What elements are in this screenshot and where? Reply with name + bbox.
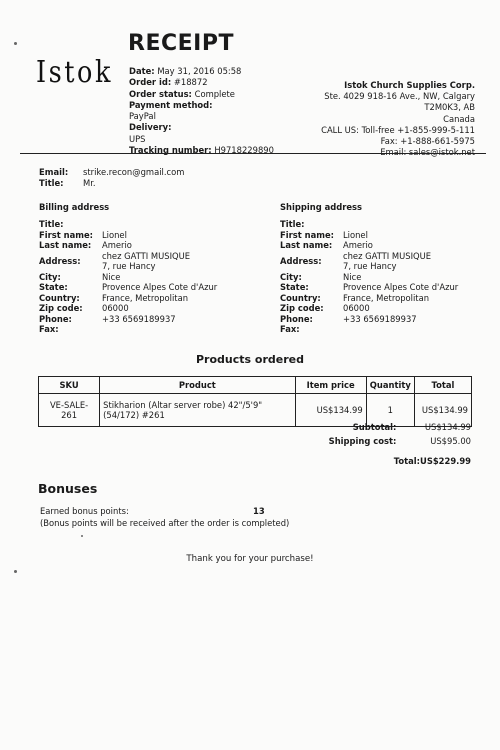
company-name: Istok Church Supplies Corp. [344, 80, 475, 90]
date-label: Date: [129, 66, 155, 76]
billing-state-label: State: [39, 282, 68, 292]
billing-first-name-label: First name: [39, 229, 93, 240]
receipt-title: RECEIPT [128, 31, 234, 56]
shipping-phone-label: Phone: [280, 313, 313, 324]
shipping-title-label: Title: [280, 219, 305, 229]
shipping-last-name-label: Last name: [280, 240, 333, 250]
product-item-price: US$134.99 [295, 394, 366, 427]
tracking-number: H9718229890 [214, 145, 274, 156]
order-status: Complete [194, 88, 235, 99]
subtotal-amount: US$134.99 [424, 422, 471, 432]
customer-contact [39, 167, 184, 188]
table-header-row [39, 377, 472, 394]
earned-bonus-points-label: Earned bonus points: [40, 506, 129, 516]
product-sku: VE-SALE-261 [39, 394, 100, 427]
shipping-country: France, Metropolitan [343, 292, 430, 303]
company-address-line2: T2M0K3, AB [424, 102, 475, 113]
bonus-points-note: (Bonus points will be received after the order is completed) [40, 518, 290, 528]
company-fax: Fax: +1-888-661-5975 [380, 136, 475, 147]
shipping-last-name: Amerio [343, 240, 373, 250]
scan-speck [14, 42, 17, 45]
billing-address-line1: chez GATTI MUSIQUE [102, 250, 191, 261]
billing-address-value [102, 251, 190, 272]
payment-method: PayPal [129, 111, 156, 122]
shipping-zip: 06000 [343, 303, 370, 313]
billing-phone-label: Phone: [39, 313, 72, 324]
shipping-city-label: City: [280, 271, 302, 282]
order-id: #18872 [173, 77, 208, 88]
billing-zip: 06000 [102, 303, 129, 313]
billing-last-name: Amerio [102, 240, 132, 250]
shipping-first-name: Lionel [343, 229, 368, 240]
scan-speck [81, 535, 83, 537]
shipping-zip-label: Zip code: [280, 303, 324, 313]
tracking-number-label: Tracking number: [129, 145, 212, 156]
shipping-cost-label: Shipping cost: [328, 436, 397, 446]
customer-email: strike.recon@gmail.com [83, 167, 185, 177]
billing-first-name: Lionel [102, 229, 127, 240]
billing-state: Provence Alpes Cote d'Azur [102, 282, 218, 292]
shipping-city: Nice [343, 271, 362, 282]
shipping-address-line1: chez GATTI MUSIQUE [343, 250, 432, 261]
earned-bonus-points-value: 13 [253, 506, 265, 516]
shipping-address-label: Address: [280, 255, 322, 266]
shipping-country-label: Country: [280, 292, 321, 303]
bonuses-heading: Bonuses [38, 481, 98, 496]
billing-address [39, 219, 217, 335]
delivery-label: Delivery: [129, 122, 172, 133]
order-date: May 31, 2016 05:58 [157, 66, 242, 76]
column-header-sku: SKU [39, 377, 100, 394]
billing-address-line2: 7, rue Hancy [102, 261, 156, 271]
email-label: Email: [39, 167, 69, 177]
column-header-quantity: Quantity [366, 377, 414, 394]
column-header-product: Product [100, 377, 295, 394]
shipping-fax-label: Fax: [280, 324, 300, 334]
billing-address-heading: Billing address [39, 202, 110, 212]
company-address-line1: Ste. 4029 918-16 Ave., NW, Calgary [324, 91, 475, 102]
products-ordered-heading: Products ordered [196, 353, 304, 366]
billing-zip-label: Zip code: [39, 303, 83, 313]
billing-last-name-label: Last name: [39, 240, 92, 250]
subtotal-label: Subtotal: [352, 422, 397, 432]
order-info [129, 66, 274, 156]
payment-method-label: Payment method: [129, 99, 213, 110]
billing-fax-label: Fax: [39, 324, 59, 334]
shipping-address-line2: 7, rue Hancy [343, 261, 397, 271]
thank-you-message: Thank you for your purchase! [186, 554, 314, 564]
order-totals [329, 420, 471, 468]
shipping-first-name-label: First name: [280, 229, 334, 240]
shipping-state: Provence Alpes Cote d'Azur [343, 282, 459, 292]
shipping-address [280, 219, 458, 335]
billing-title-label: Title: [39, 219, 64, 229]
billing-country-label: Country: [39, 292, 80, 303]
title-label: Title: [39, 177, 64, 188]
billing-address-label: Address: [39, 255, 81, 266]
billing-city-label: City: [39, 271, 61, 282]
customer-title: Mr. [83, 177, 96, 188]
shipping-address-value [343, 251, 431, 272]
company-phone: CALL US: Toll-free +1-855-999-5-111 [321, 124, 475, 135]
billing-country: France, Metropolitan [102, 292, 189, 303]
delivery-method: UPS [129, 133, 146, 144]
order-id-label: Order id: [129, 77, 172, 88]
product-total: US$134.99 [414, 394, 471, 427]
billing-phone: +33 6569189937 [102, 313, 176, 324]
company-info [321, 80, 475, 158]
shipping-address-heading: Shipping address [280, 202, 363, 212]
product-name: Stikharion (Altar server robe) 42"/5'9" (54/172) #261 [100, 394, 295, 427]
order-status-label: Order status: [129, 88, 192, 99]
total-label: Total: [393, 456, 421, 466]
istok-logo: Istok [36, 55, 113, 90]
scan-speck [14, 570, 17, 573]
shipping-state-label: State: [280, 282, 309, 292]
header-divider [20, 153, 486, 154]
column-header-item-price: Item price [295, 377, 366, 394]
shipping-phone: +33 6569189937 [343, 313, 417, 324]
shipping-cost-amount: US$95.00 [430, 436, 471, 446]
billing-city: Nice [102, 271, 121, 282]
company-email: Email: sales@istok.net [380, 147, 475, 158]
total-amount: US$229.99 [420, 456, 471, 466]
product-quantity: 1 [366, 394, 414, 427]
column-header-total: Total [414, 377, 471, 394]
company-country: Canada [443, 113, 475, 124]
